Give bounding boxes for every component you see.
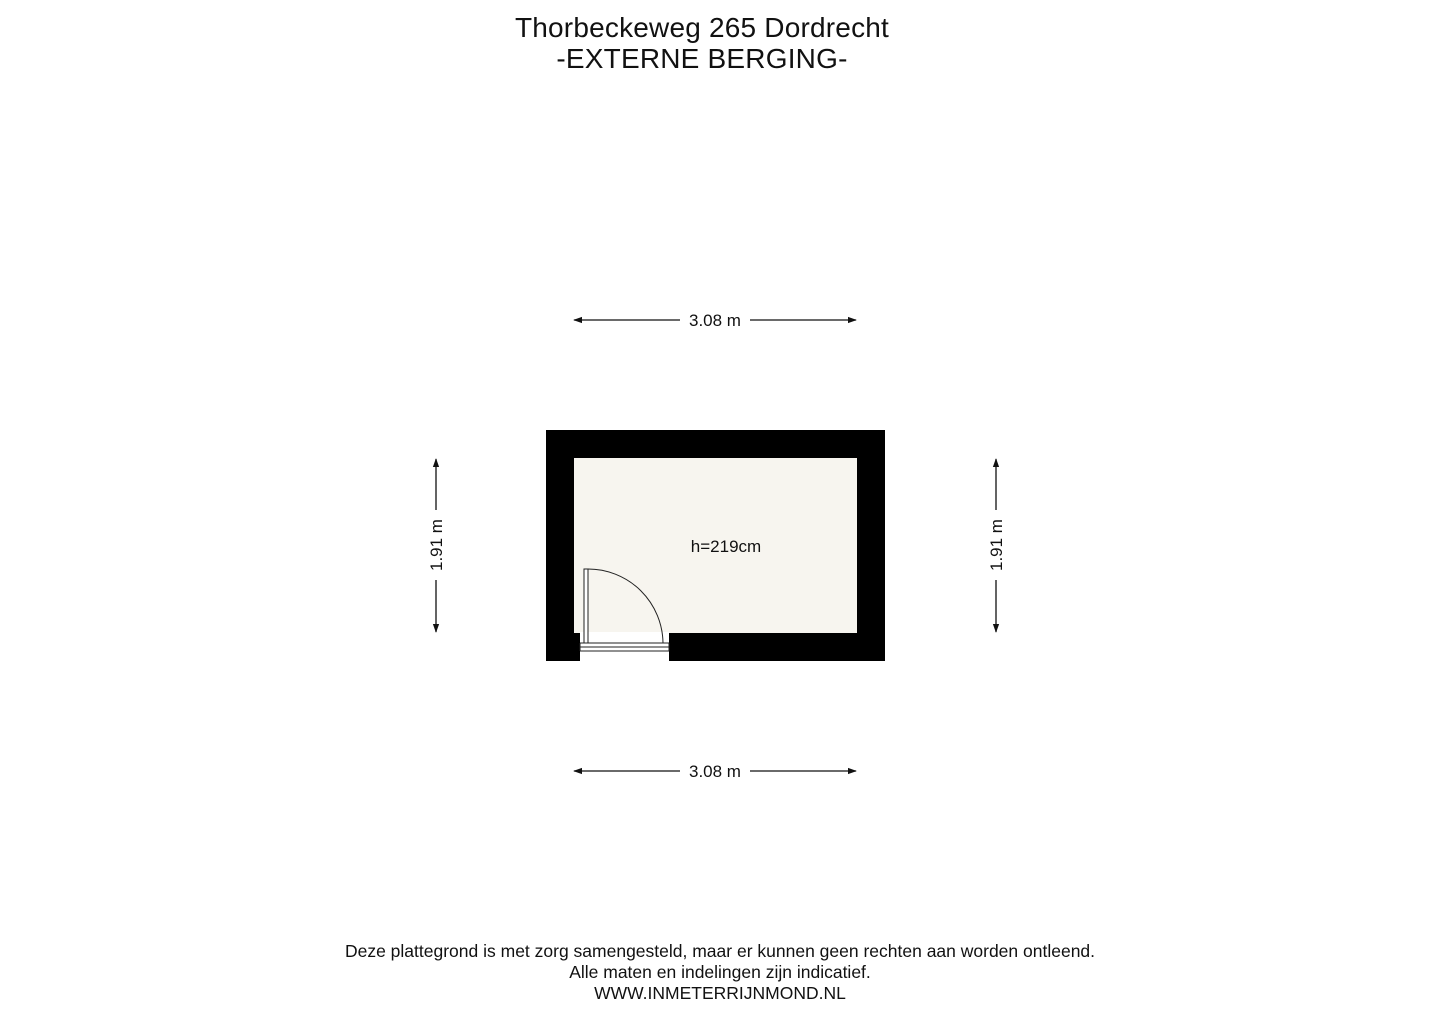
footer: [0, 941, 1440, 1004]
dimension-label-right: 1.91 m: [987, 519, 1006, 571]
dimension-top: [574, 311, 856, 330]
dimension-label-bottom: 3.08 m: [689, 762, 741, 781]
dimension-label-top: 3.08 m: [689, 311, 741, 330]
storage-room: [546, 430, 885, 662]
door-leaf: [584, 569, 588, 643]
dimension-label-left: 1.91 m: [427, 519, 446, 571]
address-title: Thorbeckeweg 265 Dordrecht: [514, 12, 890, 43]
dimension-left: [427, 459, 446, 632]
disclaimer-text: Deze plattegrond is met zorg samengesteld, maar er kunnen geen rechten aan worden ontleend.: [344, 941, 1096, 961]
website-text: WWW.INMETERRIJNMOND.NL: [594, 983, 846, 1003]
section-subtitle: -EXTERNE BERGING-: [556, 43, 848, 74]
dimension-right: [987, 459, 1006, 632]
room-height-label: h=219cm: [690, 537, 762, 556]
dimension-bottom: [574, 762, 856, 781]
indicative-note: Alle maten en indelingen zijn indicatief.: [569, 962, 871, 982]
